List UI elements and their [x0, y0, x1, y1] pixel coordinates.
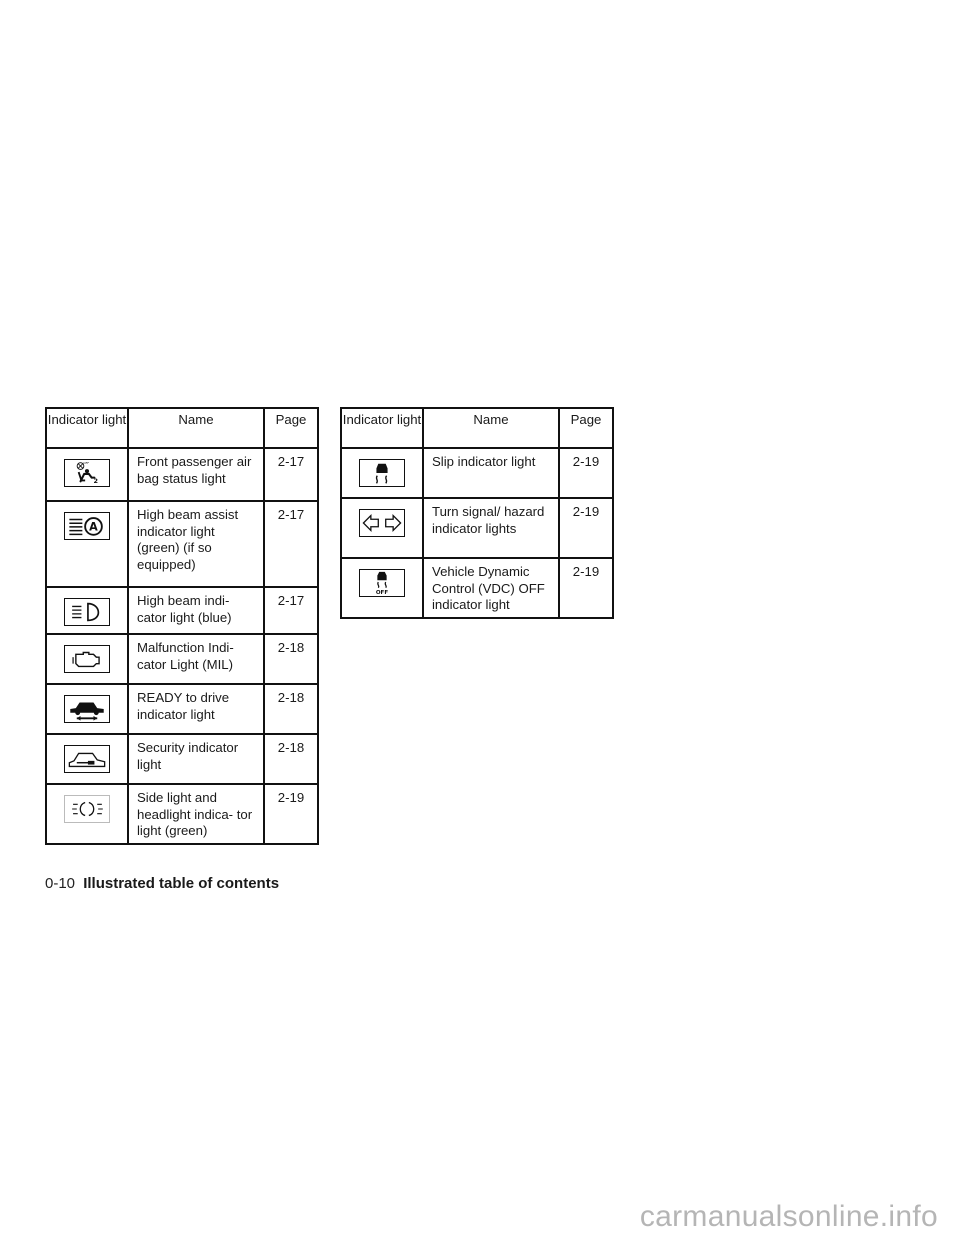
indicator-table-right: [340, 407, 614, 619]
indicator-name: Malfunction Indi- cator Light (MIL): [128, 634, 264, 684]
airbag-off-icon: [64, 459, 110, 487]
side-light-headlight-icon: [64, 795, 110, 823]
table-row: [46, 634, 318, 684]
table-row: [46, 448, 318, 501]
ready-to-drive-icon: [64, 695, 110, 723]
indicator-page: 2-19: [559, 558, 613, 618]
indicator-name: Slip indicator light: [423, 448, 559, 498]
header-indicator-light: Indicator light: [341, 408, 423, 448]
section-title: Illustrated table of contents: [83, 875, 280, 892]
indicator-page: 2-18: [264, 684, 318, 734]
table-row: [46, 734, 318, 784]
vdc-off-icon: [359, 569, 405, 597]
indicator-page: 2-19: [264, 784, 318, 844]
indicator-name: Front passenger air bag status light: [128, 448, 264, 501]
turn-signal-icon: [359, 509, 405, 537]
indicator-page: 2-18: [264, 634, 318, 684]
indicator-name: READY to drive indicator light: [128, 684, 264, 734]
indicator-page: 2-18: [264, 734, 318, 784]
page-number: 0-10: [45, 875, 76, 892]
svg-text:OFF: OFF: [83, 461, 90, 466]
svg-text:A: A: [89, 520, 98, 534]
engine-malfunction-icon: [64, 645, 110, 673]
header-page: Page: [559, 408, 613, 448]
indicator-page: 2-17: [264, 587, 318, 634]
table-row: [46, 684, 318, 734]
indicator-name: Security indicator light: [128, 734, 264, 784]
indicator-name: High beam indi- cator light (blue): [128, 587, 264, 634]
indicator-name: High beam assist indicator light (green) (if so equipped): [128, 501, 264, 587]
header-indicator-light: Indicator light: [46, 408, 128, 448]
slip-icon: [359, 459, 405, 487]
page-footer: [45, 875, 279, 892]
table-row: [46, 784, 318, 844]
header-page: Page: [264, 408, 318, 448]
table-row: [341, 498, 613, 558]
svg-text:2: 2: [93, 477, 99, 486]
table-row: [46, 587, 318, 634]
table-row: [46, 501, 318, 587]
table-row: [341, 448, 613, 498]
indicator-table-left: [45, 407, 319, 845]
high-beam-assist-icon: [64, 512, 110, 540]
high-beam-icon: [64, 598, 110, 626]
watermark: carmanualsonline.info: [639, 1200, 938, 1233]
indicator-page: 2-17: [264, 448, 318, 501]
header-name: Name: [128, 408, 264, 448]
indicator-name: Side light and headlight indica- tor light (green): [128, 784, 264, 844]
indicator-page: 2-19: [559, 448, 613, 498]
indicator-name: Turn signal/ hazard indicator lights: [423, 498, 559, 558]
indicator-page: 2-19: [559, 498, 613, 558]
svg-text:OFF: OFF: [375, 590, 389, 596]
indicator-page: 2-17: [264, 501, 318, 587]
header-name: Name: [423, 408, 559, 448]
indicator-name: Vehicle Dynamic Control (VDC) OFF indicator light: [423, 558, 559, 618]
security-car-key-icon: [64, 745, 110, 773]
table-row: [341, 558, 613, 618]
